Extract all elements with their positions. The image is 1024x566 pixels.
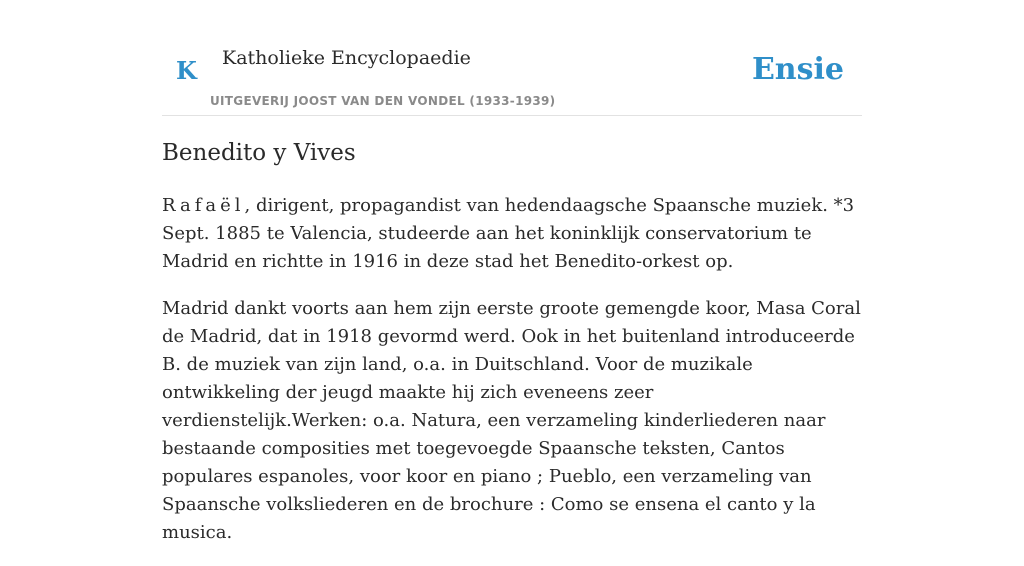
publication-title[interactable]: Katholieke Encyclopaedie (222, 47, 471, 69)
article-body (162, 192, 864, 566)
article-paragraph (162, 192, 864, 276)
publication-logo[interactable]: K (176, 56, 197, 85)
publisher-subtitle: UITGEVERIJ JOOST VAN DEN VONDEL (1933-1939) (210, 94, 556, 108)
paragraph-text: , dirigent, propagandist van hedendaagsche Spaansche muziek. *3 Sept. 1885 te Valencia, studeerde aan het koninklijk conservatorium te Madrid en richtte in 1916 in deze stad het Benedito-orkest op. (162, 195, 855, 272)
lead-name: Rafaël (162, 195, 245, 216)
article-title: Benedito y Vives (162, 140, 356, 166)
article-paragraph (162, 295, 864, 547)
paragraph-text: Madrid dankt voorts aan hem zijn eerste groote gemengde koor, Masa Coral de Madrid, dat in 1918 gevormd werd. Ook in het buitenland introduceerde B. de muziek van zijn land, o.a. in Duitschland. Voor de muzikale ontwikkeling der jeugd maakte hij zich eveneens zeer verdienstelijk.Werken: o.a. Natura, een verzameling kinderliederen naar bestaande composities met toegevoegde Spaansche teksten, Cantos populares espanoles, voor koor en piano ; Pueblo, een verzameling van Spaansche volksliederen en de brochure : Como se ensena el canto y la musica. (162, 298, 861, 543)
ensie-brand-logo[interactable]: Ensie (751, 52, 844, 87)
publication-header (162, 40, 862, 116)
